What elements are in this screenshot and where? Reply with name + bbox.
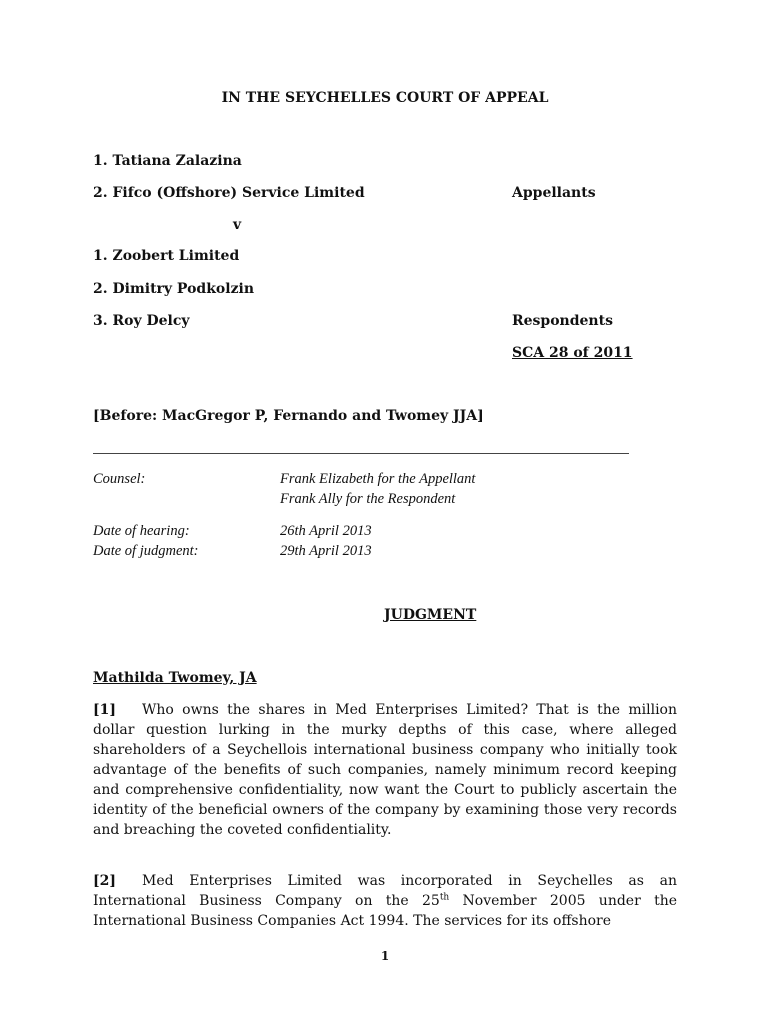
- court-title: IN THE SEYCHELLES COURT OF APPEAL: [221, 90, 549, 106]
- judgment-heading: JUDGMENT: [384, 607, 477, 623]
- author: Mathilda Twomey, JA: [93, 670, 257, 686]
- paragraph-number: [2]: [93, 873, 116, 889]
- respondents-label: Respondents: [512, 313, 613, 329]
- paragraph-number: [1]: [93, 702, 116, 718]
- counsel-appellant: Frank Elizabeth for the Appellant: [280, 471, 476, 487]
- judgment-date-label: Date of judgment:: [93, 543, 199, 559]
- divider-rule: [93, 453, 629, 454]
- paragraph-text: Who owns the shares in Med Enterprises Limited? That is the million dollar question lurking in the murky depths of this case, where alleged shareholders of a Seychellois international business company who initially took advantage of the benefits of such companies, namely minimum record keeping and comprehensive confidentiality, now want the Court to publicly ascertain the identity of the beneficial owners of the company by examining those very records and breaching the coveted confidentiality.: [93, 702, 677, 838]
- case-number: SCA 28 of 2011: [512, 345, 633, 361]
- paragraph-text: Med Enterprises Limited was incorporated in Seychelles as an International Business Company on the 25: [93, 873, 677, 909]
- appellant-1: 1. Tatiana Zalazina: [93, 153, 242, 169]
- counsel-respondent: Frank Ally for the Respondent: [280, 491, 456, 507]
- hearing-label: Date of hearing:: [93, 523, 190, 539]
- respondent-2: 2. Dimitry Podkolzin: [93, 281, 255, 297]
- appellant-2: 2. Fifco (Offshore) Service Limited: [93, 185, 365, 201]
- paragraph-text-continued: November 2005 under the International Business Companies Act 1994. The services for its offshore: [93, 893, 677, 929]
- counsel-label: Counsel:: [93, 471, 146, 487]
- judgment-date: 29th April 2013: [280, 543, 372, 559]
- versus: v: [233, 217, 242, 233]
- bench: [Before: MacGregor P, Fernando and Twomey JJA]: [93, 408, 484, 424]
- paragraph-1: [93, 700, 677, 840]
- respondent-3: 3. Roy Delcy: [93, 313, 190, 329]
- appellants-label: Appellants: [512, 185, 596, 201]
- respondent-1: 1. Zoobert Limited: [93, 248, 240, 264]
- page-number: 1: [380, 949, 390, 963]
- paragraph-2: [93, 871, 677, 931]
- ordinal-suffix: th: [439, 892, 450, 903]
- hearing-date: 26th April 2013: [280, 523, 372, 539]
